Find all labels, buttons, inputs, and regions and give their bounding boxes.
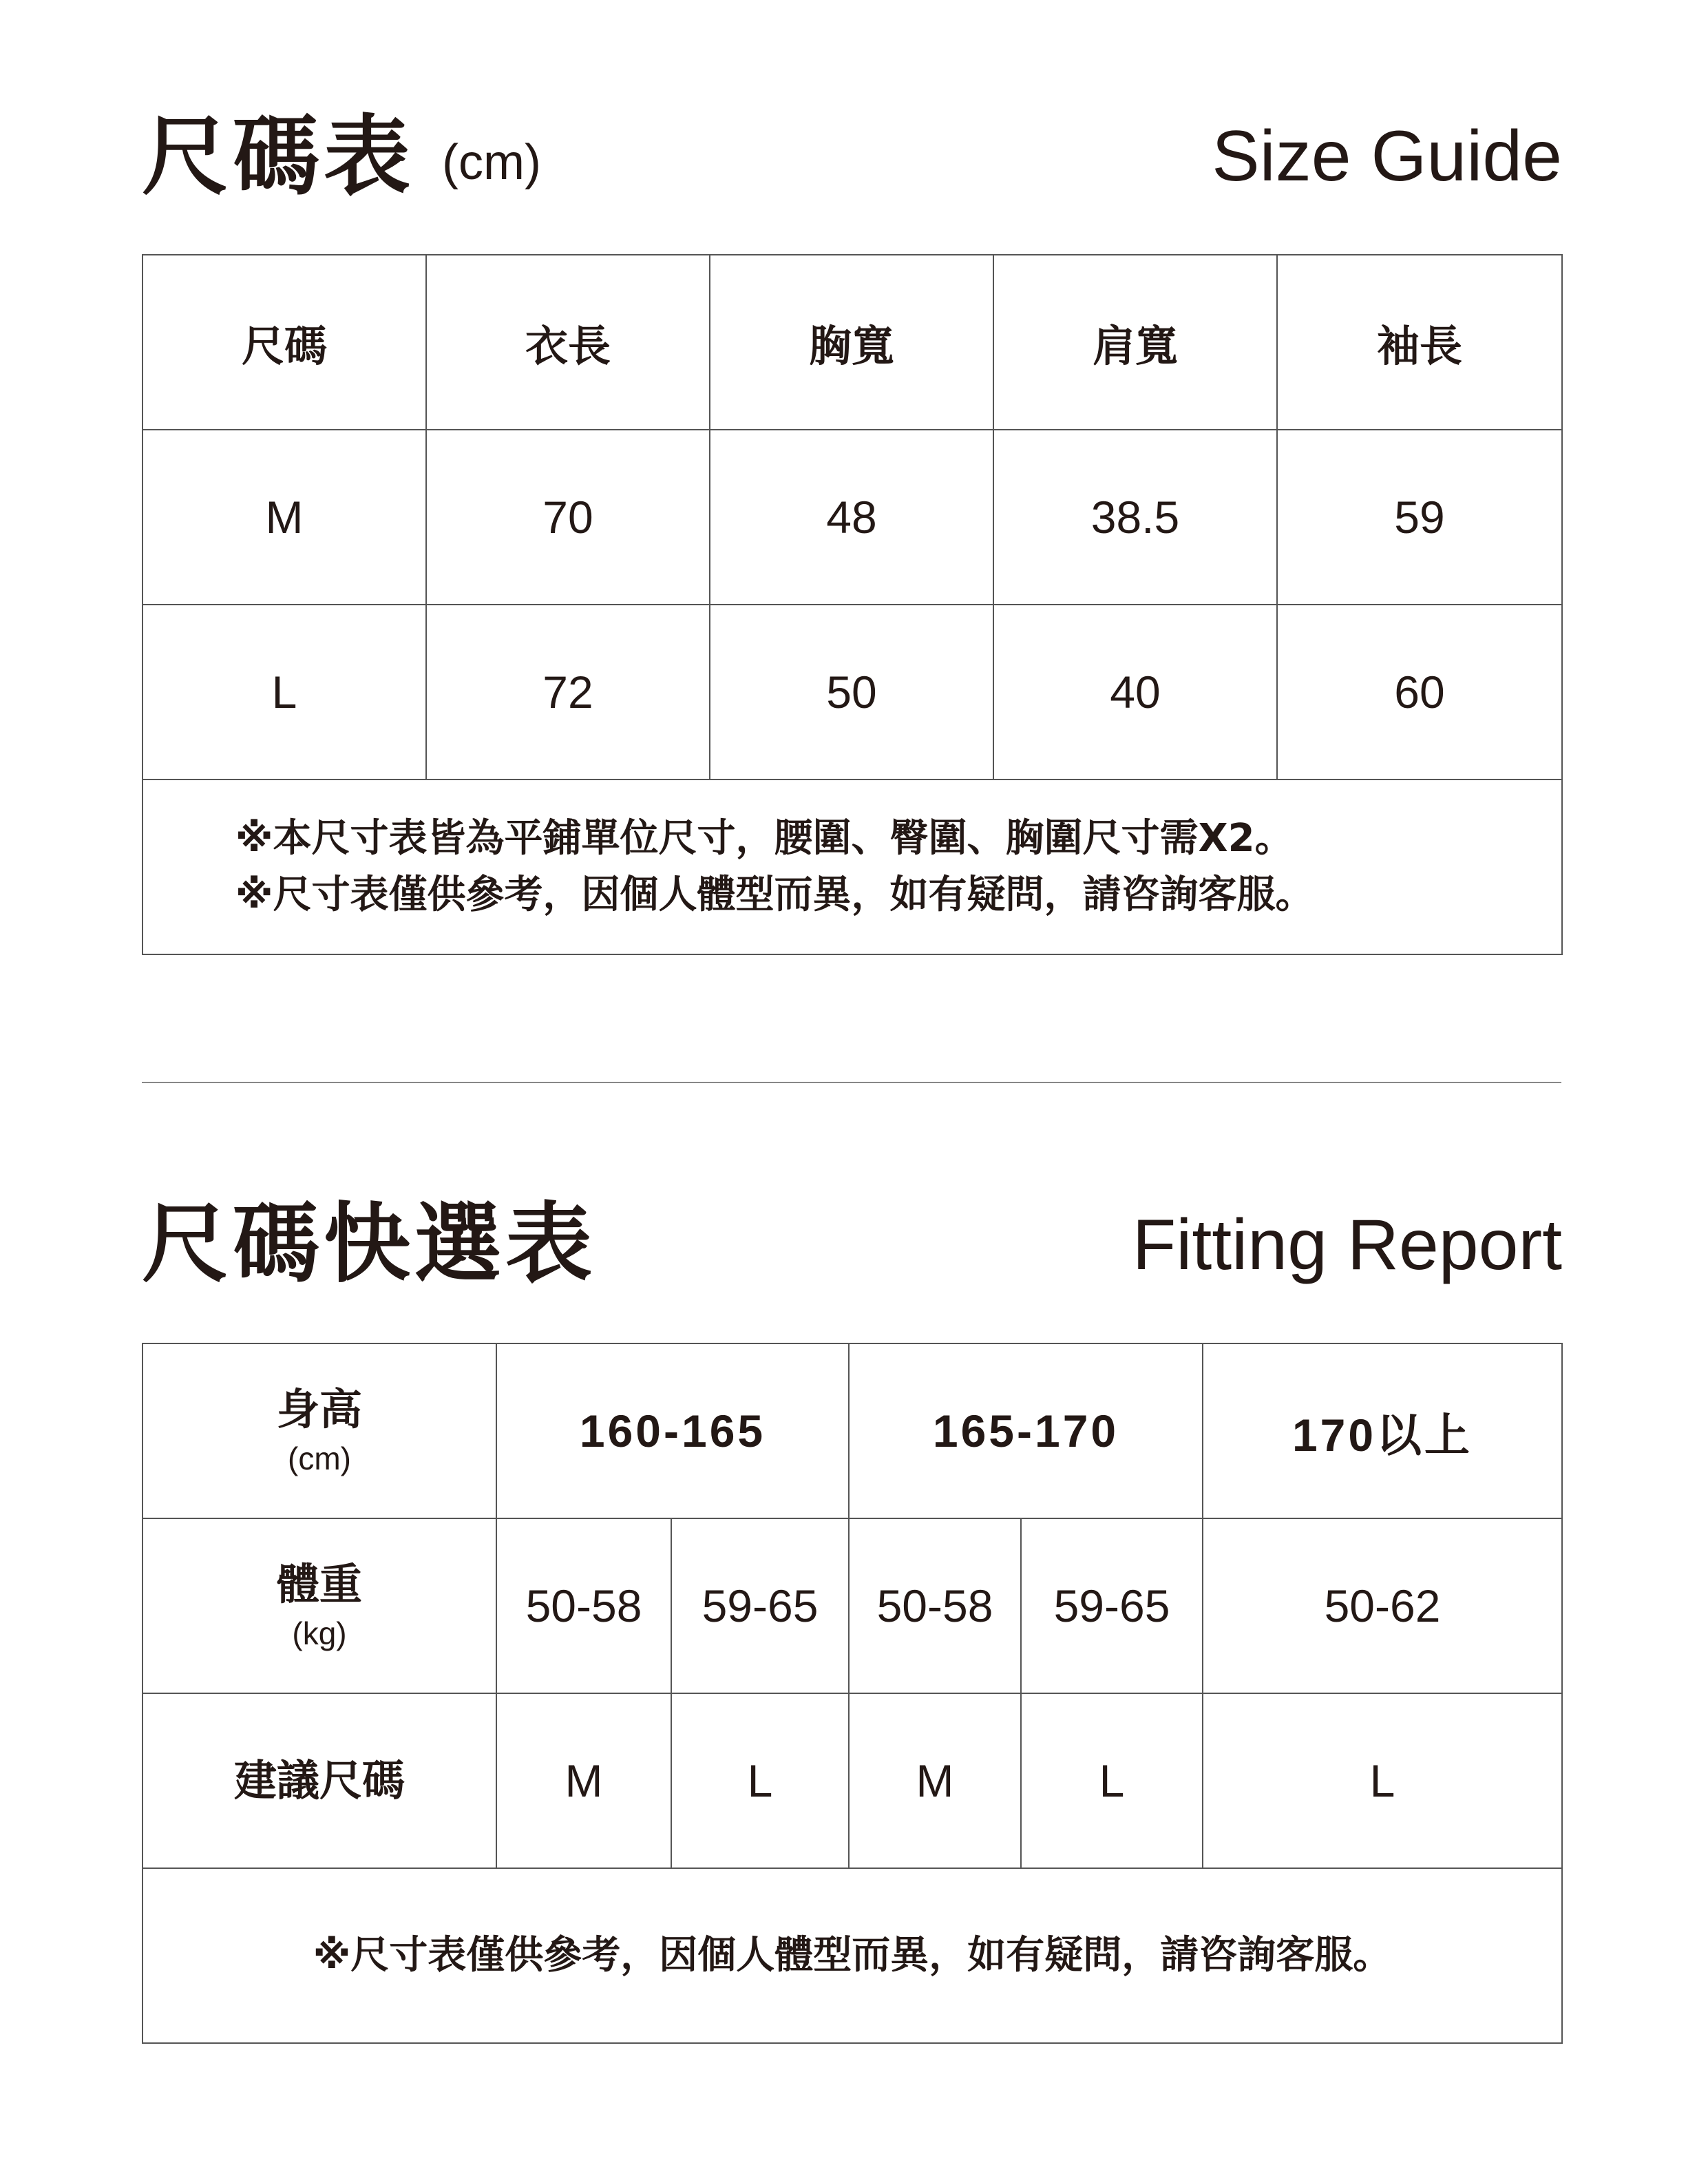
table-cell: 38.5 <box>993 430 1277 605</box>
notes-row <box>143 1868 1562 2043</box>
size-guide-title-en: Size Guide <box>1212 116 1562 196</box>
suggest-cell: M <box>849 1693 1021 1868</box>
table-cell: M <box>143 430 426 605</box>
weight-cell: 50-58 <box>849 1518 1021 1693</box>
table-cell: 70 <box>426 430 710 605</box>
table-cell: L <box>143 605 426 780</box>
fitting-report-table <box>142 1343 1563 2044</box>
weight-cell: 59-65 <box>1021 1518 1203 1693</box>
weight-cell: 50-58 <box>496 1518 671 1693</box>
note-line: ※尺寸表僅供參考，因個人體型而異，如有疑問，請咨詢客服。 <box>235 872 1314 917</box>
height-range: 165-170 <box>849 1343 1203 1518</box>
height-row <box>143 1343 1562 1518</box>
weight-label: 體重 <box>276 1558 362 1609</box>
suggest-label: 建議尺碼 <box>143 1693 496 1868</box>
fitting-report-title: 尺碼快選表 <box>142 1193 596 1295</box>
notes-cell <box>143 780 1562 954</box>
suggest-row <box>143 1693 1562 1868</box>
header-chest: 胸寬 <box>710 255 993 430</box>
height-range: 170以上 <box>1203 1343 1562 1518</box>
height-label-cell <box>143 1343 496 1518</box>
height-label: 身高 <box>276 1383 362 1434</box>
table-cell: 60 <box>1277 605 1562 780</box>
suggest-cell: L <box>1021 1693 1203 1868</box>
height-range: 160-165 <box>496 1343 849 1518</box>
table-cell: 59 <box>1277 430 1562 605</box>
table-cell: 72 <box>426 605 710 780</box>
weight-label-cell <box>143 1518 496 1693</box>
size-guide-table <box>142 254 1563 955</box>
fitting-report-title-en: Fitting Report <box>1132 1205 1562 1285</box>
header-size: 尺碼 <box>143 255 426 430</box>
size-guide-title: 尺碼表 <box>142 106 414 207</box>
suggest-cell: L <box>1203 1693 1562 1868</box>
weight-cell: 59-65 <box>671 1518 849 1693</box>
fitting-note: ※尺寸表僅供參考，因個人體型而異，如有疑問，請咨詢客服。 <box>143 1868 1562 2043</box>
table-cell: 40 <box>993 605 1277 780</box>
weight-row <box>143 1518 1562 1693</box>
weight-unit: (kg) <box>292 1615 347 1652</box>
note-line: ※本尺寸表皆為平鋪單位尺寸，腰圍、臀圍、胸圍尺寸需X2。 <box>235 816 1294 861</box>
header-shoulder: 肩寬 <box>993 255 1277 430</box>
suggest-cell: L <box>671 1693 849 1868</box>
table-row <box>143 430 1562 605</box>
suggest-cell: M <box>496 1693 671 1868</box>
table-cell: 48 <box>710 430 993 605</box>
size-guide-unit: (cm) <box>442 135 541 190</box>
table-header-row <box>143 255 1562 430</box>
height-unit: (cm) <box>288 1441 351 1477</box>
header-sleeve: 袖長 <box>1277 255 1562 430</box>
notes-row <box>143 780 1562 954</box>
table-cell: 50 <box>710 605 993 780</box>
table-row <box>143 605 1562 780</box>
header-length: 衣長 <box>426 255 710 430</box>
weight-cell: 50-62 <box>1203 1518 1562 1693</box>
section-divider <box>142 1082 1561 1083</box>
